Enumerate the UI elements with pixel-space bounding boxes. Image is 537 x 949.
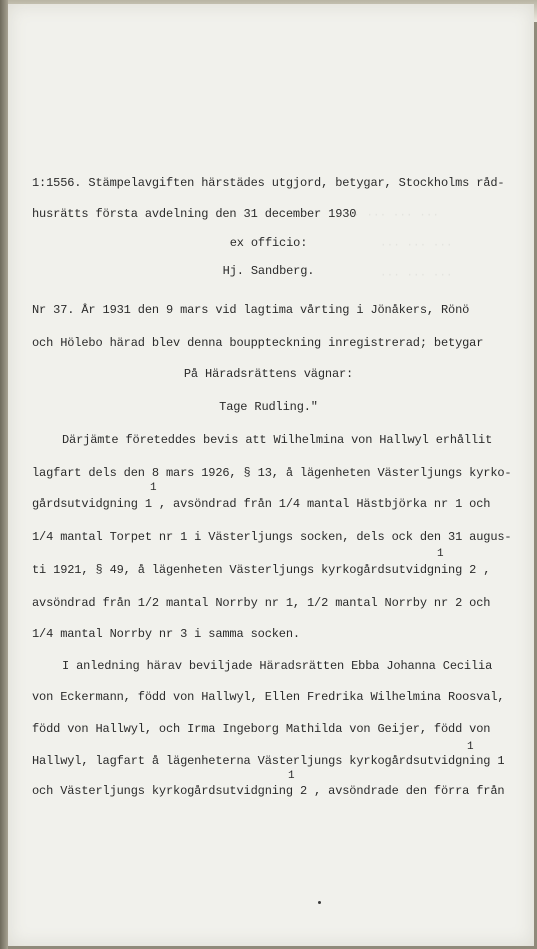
text-line: husrätts första avdelning den 31 december 1930 <box>32 207 357 221</box>
binding-edge <box>0 0 8 949</box>
signature-line: Tage Rudling." <box>219 400 318 414</box>
text-line: Därjämte företeddes bevis att Wilhelmina von Hallwyl erhållit <box>62 433 493 447</box>
text-line-centered: ex officio: <box>229 236 308 250</box>
text-line: 1:1556. Stämpelavgiften härstädes utgjord, betygar, Stockholms råd- <box>32 176 505 190</box>
text-line: 1/4 mantal Torpet nr 1 i Västerljungs socken, dels ock den 31 augus- <box>32 530 512 544</box>
superscript: 1 <box>437 548 444 560</box>
text-line: von Eckermann, född von Hallwyl, Ellen Fredrika Wilhelmina Roosval, <box>32 690 505 704</box>
text-line: gårdsutvidgning 1 , avsöndrad från 1/4 mantal Hästbjörka nr 1 och <box>32 497 491 511</box>
signature-line: Hj. Sandberg. <box>222 264 315 278</box>
text-line-centered: På Häradsrättens vägnar: <box>183 367 354 381</box>
superscript: 1 <box>150 482 157 494</box>
text-line: lagfart dels den 8 mars 1926, § 13, å lägenheten Västerljungs kyrko- <box>32 466 512 480</box>
bleed-through: ··· ··· ··· <box>380 270 453 282</box>
superscript: 1 <box>467 741 474 753</box>
text-line: och Hölebo härad blev denna bouppteckning inregistrerad; betygar <box>32 336 484 350</box>
superscript: 1 <box>288 770 295 782</box>
text-line: och Västerljungs kyrkogårdsutvidgning 2 , avsöndrade den förra från <box>32 784 505 798</box>
bleed-through: ··· ··· ··· ··· <box>340 210 440 222</box>
paper-speck <box>318 901 321 904</box>
text-line: Hallwyl, lagfart å lägenheterna Västerljungs kyrkogårdsutvidgning 1 <box>32 754 505 768</box>
text-line: Nr 37. År 1931 den 9 mars vid lagtima vårting i Jönåkers, Rönö <box>32 303 470 317</box>
bleed-through: ··· ··· ··· <box>380 240 453 252</box>
text-line: ti 1921, § 49, å lägenheten Västerljungs kyrkogårdsutvidgning 2 , <box>32 563 491 577</box>
text-line: 1/4 mantal Norrby nr 3 i samma socken. <box>32 627 300 641</box>
text-line: I anledning härav beviljade Häradsrätten Ebba Johanna Cecilia <box>62 659 493 673</box>
text-line: avsöndrad från 1/2 mantal Norrby nr 1, 1/2 mantal Norrby nr 2 och <box>32 596 491 610</box>
text-line: född von Hallwyl, och Irma Ingeborg Mathilda von Geijer, född von <box>32 722 491 736</box>
